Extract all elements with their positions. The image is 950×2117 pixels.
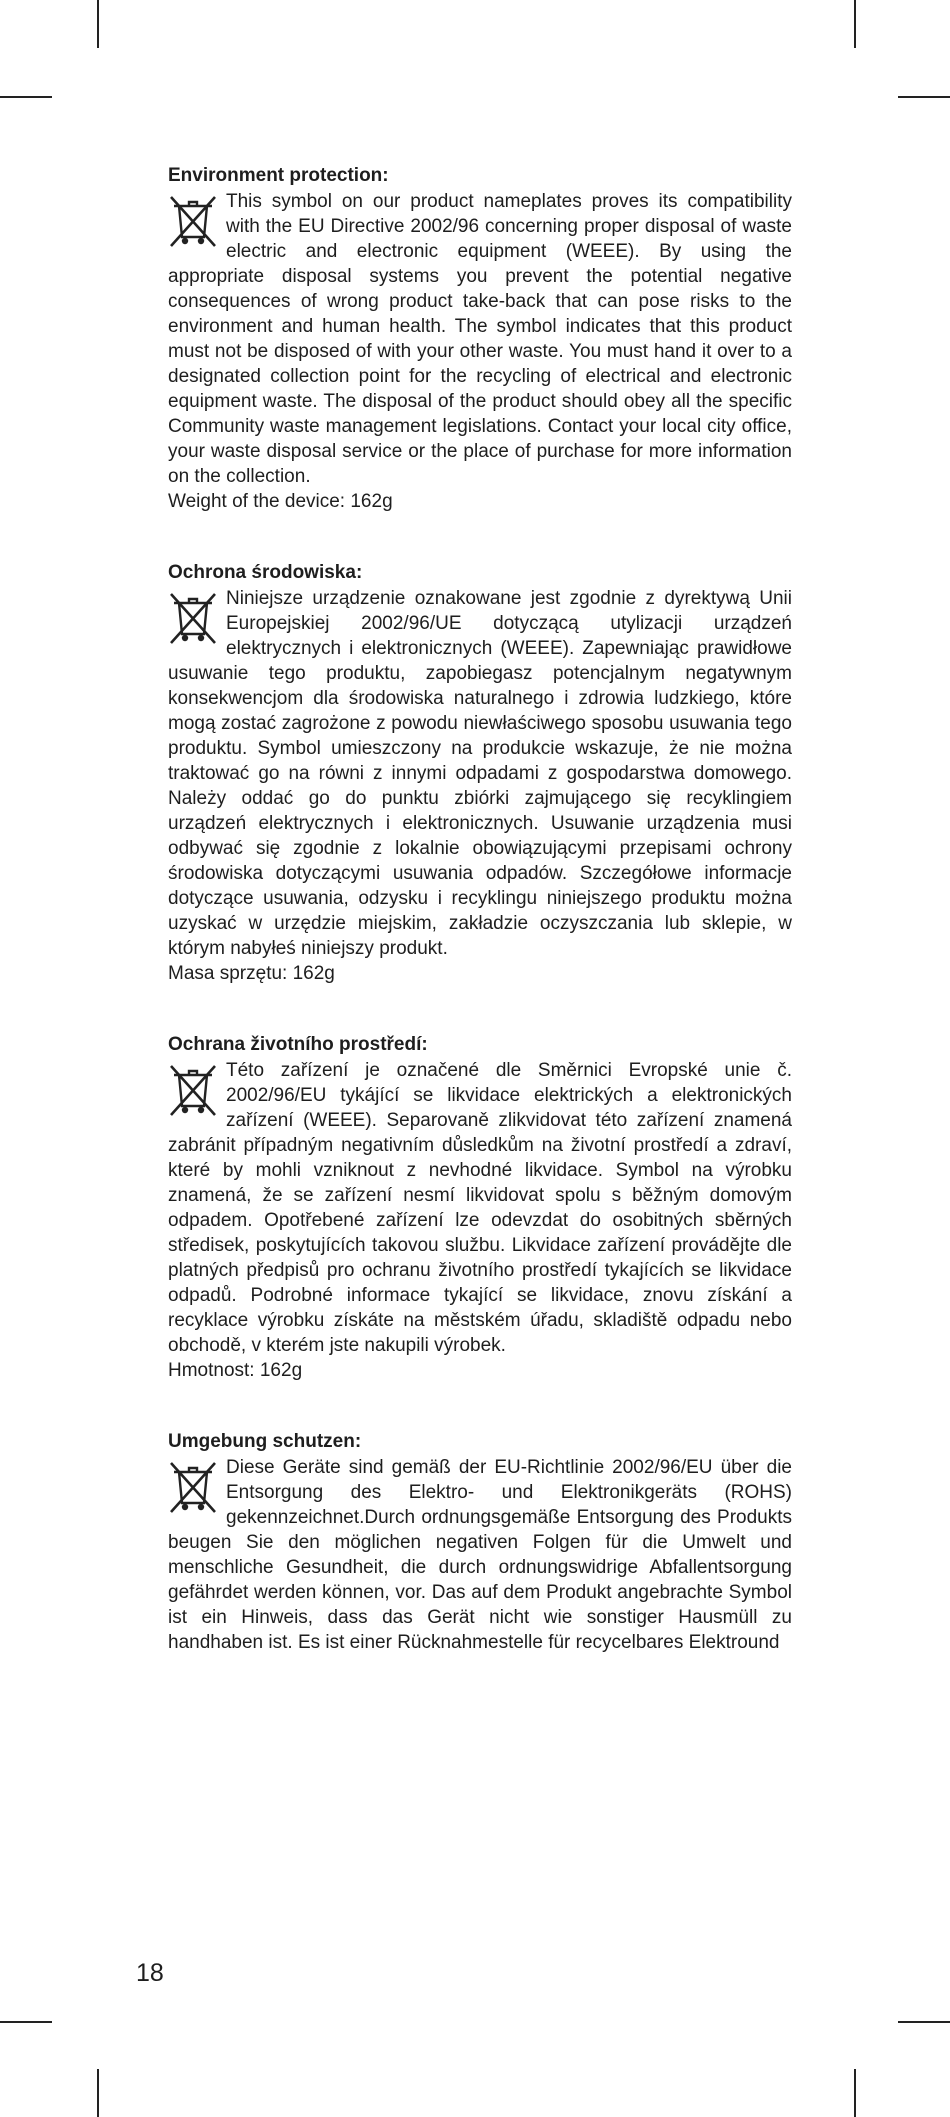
crop-mark-left-bottom [0, 2021, 52, 2023]
section-heading: Ochrona środowiska: [168, 562, 363, 583]
manual-page-content [168, 164, 792, 1702]
crossed-out-wheelie-bin-icon [168, 193, 218, 249]
crop-mark-right-top [898, 96, 950, 98]
crop-mark-right-bottom [898, 2021, 950, 2023]
crop-mark-top-right [854, 0, 856, 48]
device-weight: Hmotnost: 162g [168, 1360, 303, 1381]
crop-mark-bottom-left [97, 2069, 99, 2117]
section-body: Diese Geräte sind gemäß der EU-Richtlinie 2002/96/EU über die Entsorgung des Elektro- und Elektronikgeräts (ROHS) gekennzeichnet.Durch ordnungsgemäße Entsorgung des Produkts beugen Sie den möglichen negativen Folgen für die Umwelt und menschliche Gesundheit, die durch ordnungswidrige Abfallentsorgung gefährdet werden können, vor. Das auf dem Produkt angebrachte Symbol ist ein Hinweis, dass das Gerät nicht wie sonstiger Hausmüll zu handhaben ist. Es ist einer Rücknahmestelle für recycelbares Elektround [168, 1457, 792, 1653]
crossed-out-wheelie-bin-icon [168, 1062, 218, 1118]
crop-mark-left-top [0, 96, 52, 98]
section-body: This symbol on our product nameplates proves its compatibility with the EU Directive 2002/96 concerning proper disposal of waste electric and electronic equipment (WEEE). By using the appropriate disposal systems you prevent the potential negative consequences of wrong product take-back that can pose risks to the environment and human health. The symbol indicates that this product must not be disposed of with your other waste. You must hand it over to a designated collection point for the recycling of electrical and electronic equipment waste. The disposal of the product should obey all the specific Community waste management legislations. Contact your local city office, your waste disposal service or the place of purchase for more information on the collection. [168, 191, 792, 487]
crop-mark-top-left [97, 0, 99, 48]
section-body: Této zařízení je označené dle Směrnici Evropské unie č. 2002/96/EU tykájící se likvidace elektrických a elektronických zařízení (WEEE). Separovaně zlikvidovat této zařízení znamená zabránit případným negativním důsledkům na životní prostředí a zdraví, které by mohli vzniknout z nevhodné likvidace. Symbol na výrobku znamená, že se zařízení nesmí likvidovat spolu s běžným domovým odpadem. Opotřebené zařízení lze odevzdat do osobitných sběrných středisek, poskytujících takovou službu. Likvidace zařízení provádějte dle platných předpisů pro ochranu životního prostředí tykajících se likvidace odpadů. Podrobné informace tykající se likvidace, znovu získání a recyklace výrobku získáte na městském úřadu, skladiště odpadu nebo obchodě, v kterém jste nakupili výrobek. [168, 1060, 792, 1356]
crossed-out-wheelie-bin-icon [168, 590, 218, 646]
section-body: Niniejsze urządzenie oznakowane jest zgodnie z dyrektywą Unii Europejskiej 2002/96/UE dotyczącą utylizacji urządzeń elektrycznych i elektronicznych (WEEE). Zapewniając prawidłowe usuwanie tego produktu, zapobiegasz potencjalnym negatywnym konsekwencjom dla środowiska naturalnego i zdrowia ludzkiego, które mogą zostać zagrożone z powodu niewłaściwego sposobu usuwania tego produktu. Symbol umieszczony na produkcie wskazuje, że nie można traktować go na równi z innymi odpadami z gospodarstwa domowego. Należy oddać go do punktu zbiórki zajmującego się recyklingiem urządzeń elektrycznych i elektronicznych. Usuwanie urządzenia musi odbywać się zgodnie z lokalnie obowiązującymi przepisami ochrony środowiska dotyczącymi usuwania odpadów. Szczegółowe informacje dotyczące usuwania, odzysku i recyklingu niniejszego produktu można uzyskać w urzędzie miejskim, zakładzie oczyszczania lub sklepie, w którym nabyłeś niniejszy produkt. [168, 588, 792, 959]
section-environment-protection-de [168, 1430, 792, 1655]
device-weight: Weight of the device: 162g [168, 491, 393, 512]
crop-mark-bottom-right [854, 2069, 856, 2117]
crossed-out-wheelie-bin-icon [168, 1459, 218, 1515]
section-environment-protection-en [168, 164, 792, 514]
page-number: 18 [136, 1959, 164, 1987]
section-heading: Environment protection: [168, 165, 389, 186]
device-weight: Masa sprzętu: 162g [168, 963, 335, 984]
section-heading: Ochrana životního prostředí: [168, 1034, 428, 1055]
section-environment-protection-cs [168, 1033, 792, 1383]
section-heading: Umgebung schutzen: [168, 1431, 362, 1452]
section-environment-protection-pl [168, 561, 792, 986]
